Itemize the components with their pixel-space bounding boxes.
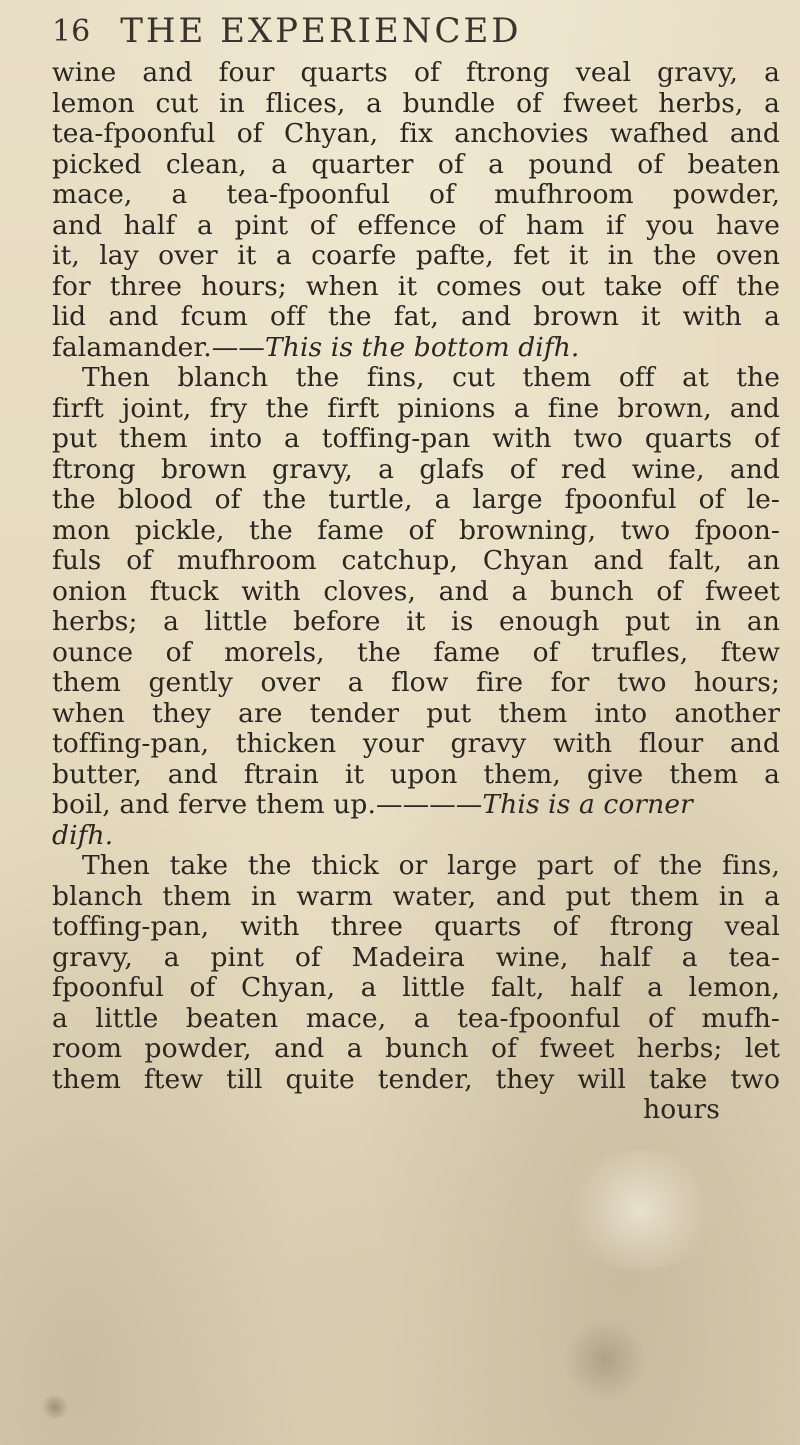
text-line: when they are tender put them into another: [52, 698, 780, 729]
page-header: [52, 6, 772, 56]
dish-note: difh.: [52, 820, 114, 851]
text-line: fpoonful of Chyan, a little falt, half a lemon,: [52, 973, 780, 1003]
text-line: for three hours; when it comes out take off the: [52, 271, 780, 302]
text-line: it, lay over it a coarfe pafte, fet it in the oven: [52, 241, 780, 271]
text-line: blanch them in warm water, and put them in a: [52, 881, 780, 912]
text-line: picked clean, a quarter of a pound of beaten: [52, 149, 780, 180]
text-line: put them into a toffing-pan with two quarts of: [52, 424, 780, 454]
text-line: them ftew till quite tender, they will take two: [52, 1064, 780, 1095]
text-line: butter, and ftrain it upon them, give them a: [52, 759, 780, 790]
text-line: ftrong brown gravy, a glafs of red wine, and: [52, 454, 780, 485]
foxing-mark-small: [40, 1395, 70, 1419]
body-text: [52, 58, 780, 1126]
text-line: tea-fpoonful of Chyan, fix anchovies wafhed and: [52, 119, 780, 149]
text-line: toffing-pan, thicken your gravy with flour and: [52, 729, 780, 759]
text-line: the blood of the turtle, a large fpoonful of le-: [52, 485, 780, 515]
water-stain: [560, 1150, 720, 1270]
catchword: hours: [643, 1095, 720, 1125]
running-head: THE EXPERIENCED: [120, 11, 522, 51]
dish-note: This is a corner: [482, 790, 693, 820]
text-line: fuls of mufhroom catchup, Chyan and falt, an: [52, 546, 780, 576]
text-line: room powder, and a bunch of fweet herbs; let: [52, 1034, 780, 1064]
text-line: ounce of morels, the fame of trufles, ftew: [52, 637, 780, 668]
text-line: Then take the thick or large part of the fins,: [82, 851, 780, 881]
text-line: lemon cut in flices, a bundle of fweet herbs, a: [52, 88, 780, 119]
text-line: mon pickle, the fame of browning, two fpoon-: [52, 515, 780, 546]
text-line: Then blanch the fins, cut them off at the: [82, 363, 780, 393]
dish-note: This is the bottom difh.: [265, 332, 580, 363]
page-number: 16: [52, 13, 91, 49]
text-line: [52, 821, 780, 852]
text-line: firft joint, fry the firft pinions a fine brown, and: [52, 393, 780, 424]
text-line: boil, and ferve them up.————This is a corner: [52, 790, 693, 820]
text-line: lid and fcum off the fat, and brown it with a: [52, 302, 780, 332]
foxing-mark: [560, 1320, 650, 1400]
text-line: herbs; a little before it is enough put in an: [52, 607, 780, 637]
text-line: and half a pint of effence of ham if you have: [52, 210, 780, 241]
text-line: wine and four quarts of ftrong veal gravy, a: [52, 58, 780, 88]
text-line: onion ftuck with cloves, and a bunch of fweet: [52, 576, 780, 607]
text-line: a little beaten mace, a tea-fpoonful of mufh-: [52, 1003, 780, 1034]
text-line: toffing-pan, with three quarts of ftrong veal: [52, 912, 780, 942]
text-line: mace, a tea-fpoonful of mufhroom powder,: [52, 180, 780, 210]
text-line: them gently over a flow fire for two hours;: [52, 668, 780, 698]
text-line: gravy, a pint of Madeira wine, half a tea-: [52, 942, 780, 973]
text-line: falamander.——This is the bottom difh.: [52, 332, 580, 363]
